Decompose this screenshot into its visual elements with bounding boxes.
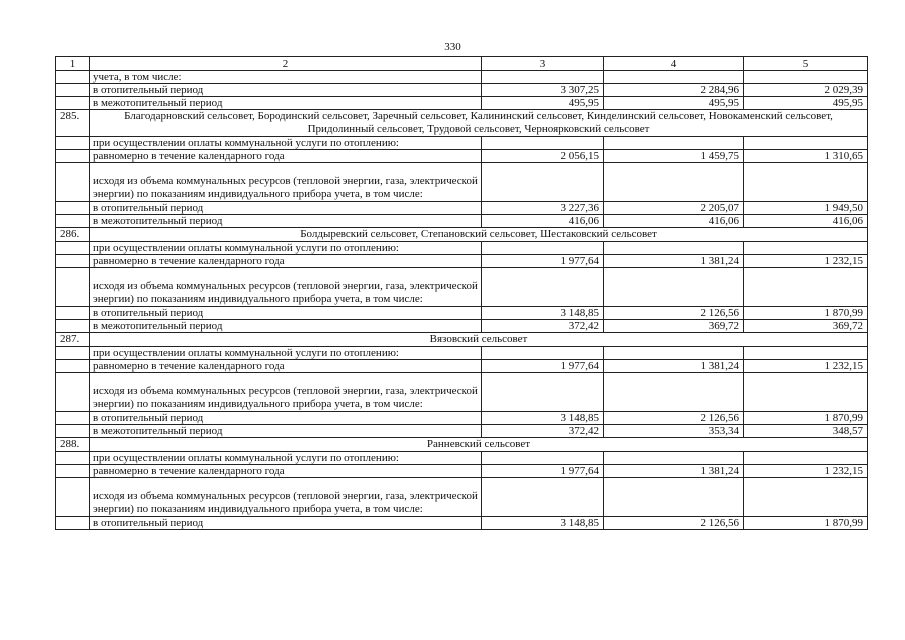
row-number-cell: 288. — [56, 438, 90, 452]
value-cell-col3 — [482, 478, 604, 517]
value-cell-col5: 2 029,39 — [744, 84, 868, 97]
row-number-cell — [56, 268, 90, 307]
row-number-cell — [56, 320, 90, 333]
value-cell-col4 — [604, 478, 744, 517]
section-title-row — [56, 333, 868, 347]
settlement-names-cell: Благодарновский сельсовет, Бородинский сельсовет, Заречный сельсовет, Калининский сельсовет, Кинделинский сельсовет, Новокаменский сельсовет, Придолинный сельсовет, Трудовой сельсовет, Черноярковский сельсовет — [90, 110, 868, 137]
value-cell-col4: 353,34 — [604, 425, 744, 438]
settlement-names-cell: Вязовский сельсовет — [90, 333, 868, 347]
table-row — [56, 202, 868, 215]
column-number-1: 1 — [56, 57, 90, 71]
value-cell-col5: 1 232,15 — [744, 465, 868, 478]
value-cell-col3: 1 977,64 — [482, 255, 604, 268]
row-number-cell — [56, 465, 90, 478]
table-row — [56, 137, 868, 150]
value-cell-col4: 2 205,07 — [604, 202, 744, 215]
value-cell-col3: 3 148,85 — [482, 517, 604, 530]
table-row — [56, 347, 868, 360]
description-cell: в отопительный период — [90, 202, 482, 215]
value-cell-col4: 2 126,56 — [604, 307, 744, 320]
table-row — [56, 150, 868, 163]
value-cell-col5 — [744, 71, 868, 84]
column-number-4: 4 — [604, 57, 744, 71]
value-cell-col4 — [604, 71, 744, 84]
row-number-cell — [56, 150, 90, 163]
description-cell: учета, в том числе: — [90, 71, 482, 84]
table-row — [56, 320, 868, 333]
row-number-cell — [56, 478, 90, 517]
value-cell-col3 — [482, 452, 604, 465]
value-cell-col4 — [604, 242, 744, 255]
description-cell: в отопительный период — [90, 307, 482, 320]
column-number-5: 5 — [744, 57, 868, 71]
value-cell-col3: 3 148,85 — [482, 412, 604, 425]
section-title-row — [56, 438, 868, 452]
value-cell-col3: 416,06 — [482, 215, 604, 228]
table-row — [56, 242, 868, 255]
table-row — [56, 465, 868, 478]
row-number-cell — [56, 412, 90, 425]
value-cell-col4: 1 381,24 — [604, 360, 744, 373]
value-cell-col4 — [604, 347, 744, 360]
table-row — [56, 255, 868, 268]
row-number-cell: 286. — [56, 228, 90, 242]
section-title-row — [56, 228, 868, 242]
value-cell-col5: 495,95 — [744, 97, 868, 110]
value-cell-col5 — [744, 242, 868, 255]
table-row — [56, 452, 868, 465]
value-cell-col3 — [482, 373, 604, 412]
value-cell-col5: 1 870,99 — [744, 517, 868, 530]
value-cell-col4 — [604, 137, 744, 150]
value-cell-col3 — [482, 242, 604, 255]
row-number-cell — [56, 307, 90, 320]
value-cell-col3: 372,42 — [482, 320, 604, 333]
value-cell-col5: 1 870,99 — [744, 307, 868, 320]
column-number-header-row — [56, 57, 868, 71]
value-cell-col3: 495,95 — [482, 97, 604, 110]
row-number-cell — [56, 452, 90, 465]
column-number-2: 2 — [90, 57, 482, 71]
value-cell-col4: 2 126,56 — [604, 412, 744, 425]
settlement-names-cell: Болдыревский сельсовет, Степановский сельсовет, Шестаковский сельсовет — [90, 228, 868, 242]
value-cell-col5 — [744, 163, 868, 202]
value-cell-col4: 2 284,96 — [604, 84, 744, 97]
value-cell-col5 — [744, 478, 868, 517]
value-cell-col5 — [744, 137, 868, 150]
row-number-cell — [56, 373, 90, 412]
value-cell-col4: 1 459,75 — [604, 150, 744, 163]
value-cell-col4 — [604, 163, 744, 202]
description-cell: равномерно в течение календарного года — [90, 465, 482, 478]
row-number-cell — [56, 255, 90, 268]
row-number-cell — [56, 425, 90, 438]
row-number-cell — [56, 242, 90, 255]
page-number: 330 — [444, 41, 461, 53]
row-number-cell — [56, 202, 90, 215]
table-row — [56, 307, 868, 320]
value-cell-col5: 1 949,50 — [744, 202, 868, 215]
value-cell-col4: 1 381,24 — [604, 465, 744, 478]
table-row — [56, 215, 868, 228]
description-cell: в межотопительный период — [90, 425, 482, 438]
column-number-3: 3 — [482, 57, 604, 71]
row-number-cell — [56, 84, 90, 97]
value-cell-col3 — [482, 347, 604, 360]
description-cell: при осуществлении оплаты коммунальной услуги по отоплению: — [90, 347, 482, 360]
value-cell-col5: 416,06 — [744, 215, 868, 228]
tariff-table — [55, 56, 868, 530]
table-row — [56, 517, 868, 530]
value-cell-col3 — [482, 137, 604, 150]
value-cell-col5 — [744, 452, 868, 465]
value-cell-col5: 1 232,15 — [744, 360, 868, 373]
value-cell-col3: 2 056,15 — [482, 150, 604, 163]
table-row — [56, 71, 868, 84]
value-cell-col3: 1 977,64 — [482, 465, 604, 478]
table-row — [56, 163, 868, 202]
table-row — [56, 97, 868, 110]
description-cell: в межотопительный период — [90, 97, 482, 110]
value-cell-col3: 3 227,36 — [482, 202, 604, 215]
value-cell-col4 — [604, 373, 744, 412]
description-cell: при осуществлении оплаты коммунальной услуги по отоплению: — [90, 242, 482, 255]
row-number-cell — [56, 215, 90, 228]
row-number-cell — [56, 347, 90, 360]
description-cell: равномерно в течение календарного года — [90, 255, 482, 268]
table-row — [56, 268, 868, 307]
value-cell-col4 — [604, 452, 744, 465]
value-cell-col3 — [482, 71, 604, 84]
description-cell: равномерно в течение календарного года — [90, 150, 482, 163]
row-number-cell: 287. — [56, 333, 90, 347]
description-cell: исходя из объема коммунальных ресурсов (тепловой энергии, газа, электрической энергии) по показаниям индивидуального прибора учета, в том числе: — [90, 268, 482, 307]
description-cell: при осуществлении оплаты коммунальной услуги по отоплению: — [90, 452, 482, 465]
description-cell: в отопительный период — [90, 517, 482, 530]
value-cell-col5 — [744, 373, 868, 412]
value-cell-col5: 1 232,15 — [744, 255, 868, 268]
description-cell: в межотопительный период — [90, 215, 482, 228]
value-cell-col5: 348,57 — [744, 425, 868, 438]
value-cell-col3: 372,42 — [482, 425, 604, 438]
value-cell-col5: 1 310,65 — [744, 150, 868, 163]
row-number-cell — [56, 97, 90, 110]
value-cell-col3 — [482, 163, 604, 202]
table-row — [56, 412, 868, 425]
description-cell: исходя из объема коммунальных ресурсов (тепловой энергии, газа, электрической энергии) по показаниям индивидуального прибора учета, в том числе: — [90, 163, 482, 202]
table-row — [56, 360, 868, 373]
row-number-cell — [56, 517, 90, 530]
tariff-table-body — [56, 57, 868, 530]
value-cell-col4: 369,72 — [604, 320, 744, 333]
row-number-cell — [56, 163, 90, 202]
value-cell-col4: 2 126,56 — [604, 517, 744, 530]
section-title-row — [56, 110, 868, 137]
value-cell-col4: 416,06 — [604, 215, 744, 228]
table-row — [56, 425, 868, 438]
description-cell: в межотопительный период — [90, 320, 482, 333]
value-cell-col5: 369,72 — [744, 320, 868, 333]
table-row — [56, 478, 868, 517]
description-cell: исходя из объема коммунальных ресурсов (тепловой энергии, газа, электрической энергии) по показаниям индивидуального прибора учета, в том числе: — [90, 373, 482, 412]
table-row — [56, 373, 868, 412]
value-cell-col3: 1 977,64 — [482, 360, 604, 373]
description-cell: при осуществлении оплаты коммунальной услуги по отоплению: — [90, 137, 482, 150]
value-cell-col4 — [604, 268, 744, 307]
row-number-cell — [56, 71, 90, 84]
value-cell-col5 — [744, 347, 868, 360]
description-cell: в отопительный период — [90, 412, 482, 425]
row-number-cell — [56, 137, 90, 150]
value-cell-col5 — [744, 268, 868, 307]
description-cell: равномерно в течение календарного года — [90, 360, 482, 373]
value-cell-col3: 3 148,85 — [482, 307, 604, 320]
table-row — [56, 84, 868, 97]
value-cell-col5: 1 870,99 — [744, 412, 868, 425]
row-number-cell — [56, 360, 90, 373]
row-number-cell: 285. — [56, 110, 90, 137]
description-cell: исходя из объема коммунальных ресурсов (тепловой энергии, газа, электрической энергии) по показаниям индивидуального прибора учета, в том числе: — [90, 478, 482, 517]
value-cell-col4: 495,95 — [604, 97, 744, 110]
value-cell-col4: 1 381,24 — [604, 255, 744, 268]
description-cell: в отопительный период — [90, 84, 482, 97]
value-cell-col3: 3 307,25 — [482, 84, 604, 97]
value-cell-col3 — [482, 268, 604, 307]
settlement-names-cell: Ранневский сельсовет — [90, 438, 868, 452]
